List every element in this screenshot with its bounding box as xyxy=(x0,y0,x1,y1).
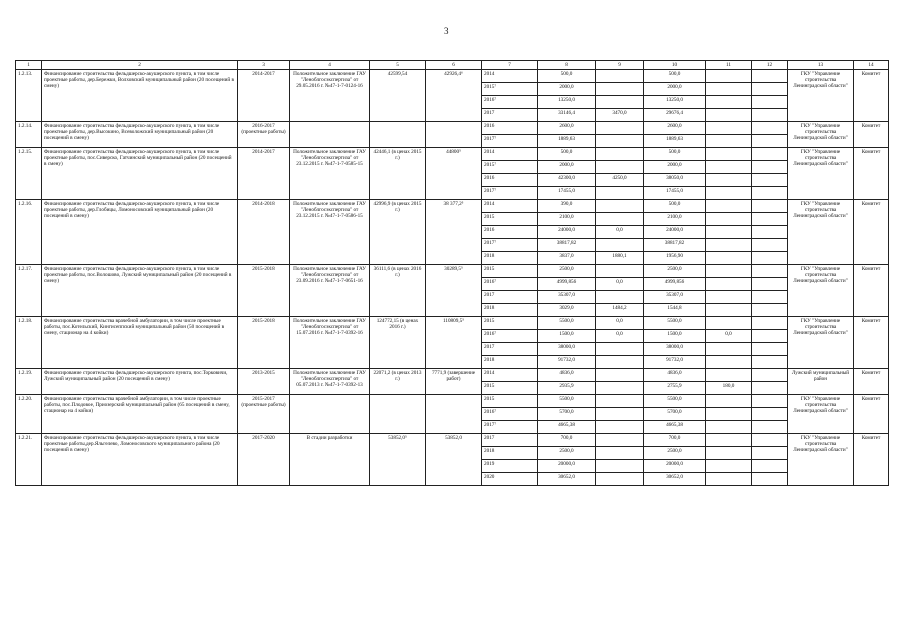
row-number: 1.2.21. xyxy=(16,434,42,486)
amount-other xyxy=(752,161,788,174)
amount-local xyxy=(706,161,752,174)
total-financing: 7771,9 (завершение работ) xyxy=(426,369,482,395)
column-number-6: 6 xyxy=(426,61,482,70)
estimated-cost xyxy=(370,395,426,434)
row-number: 1.2.19. xyxy=(16,369,42,395)
amount-local xyxy=(706,304,752,317)
column-number-4: 4 xyxy=(290,61,370,70)
amount-federal xyxy=(596,369,644,382)
year-cell: 2019 xyxy=(482,460,538,473)
column-number-row xyxy=(16,61,889,70)
total-financing xyxy=(426,395,482,434)
executor: ГКУ "Управление строительства Ленинградской области" xyxy=(788,317,854,369)
amount-local: 180,0 xyxy=(706,382,752,395)
amount-other xyxy=(752,226,788,239)
period: 2013-2015 xyxy=(238,369,290,395)
total-financing: 44800⁵ xyxy=(426,148,482,200)
executor: ГКУ "Управление строительства Ленинградской области" xyxy=(788,200,854,265)
year-cell: 2017 xyxy=(482,291,538,304)
amount-regional: 5700,0 xyxy=(644,408,706,421)
amount-federal xyxy=(596,96,644,109)
amount-local xyxy=(706,369,752,382)
total-financing xyxy=(426,122,482,148)
amount-other xyxy=(752,369,788,382)
table-row xyxy=(16,434,889,447)
amount-federal xyxy=(596,122,644,135)
amount-federal xyxy=(596,70,644,83)
amount-local: 0,0 xyxy=(706,330,752,343)
amount-local xyxy=(706,343,752,356)
table-row xyxy=(16,317,889,330)
amount-total: 2500,0 xyxy=(538,265,596,278)
amount-total: 2100,0 xyxy=(538,213,596,226)
amount-local xyxy=(706,135,752,148)
expertise-note: Положительное заключение ГАУ "Леноблгосэкспертиза" от 23.12.2015 г. №47-1-7-0586-15 xyxy=(290,200,370,265)
amount-total: 2000,0 xyxy=(538,83,596,96)
amount-federal: 1880,1 xyxy=(596,252,644,265)
project-description: Финансирование строительства фельдшерско-акушерского пункта, в том числе проектные работы, пос.Сиверско, Гатчинский муниципальный район (20 посещений в смену) xyxy=(42,148,238,200)
column-number-9: 9 xyxy=(596,61,644,70)
table-row xyxy=(16,122,889,135)
year-cell: 2016 xyxy=(482,122,538,135)
amount-other xyxy=(752,356,788,369)
period: 2015-2018 xyxy=(238,265,290,317)
amount-other xyxy=(752,421,788,434)
project-description: Финансирование строительства фельдшерско-акушерского пункта, в том числе проектные работы, пос.Волошово, Лужский муниципальный район (20 посещений в смену) xyxy=(42,265,238,317)
amount-federal: 0,0 xyxy=(596,226,644,239)
amount-local xyxy=(706,356,752,369)
column-number-12: 12 xyxy=(752,61,788,70)
amount-local xyxy=(706,421,752,434)
amount-regional: 2600,0 xyxy=(644,122,706,135)
period: 2016-2017 (проектные работы) xyxy=(238,122,290,148)
amount-total: 700,0 xyxy=(538,434,596,447)
page-number: 3 xyxy=(444,26,449,36)
amount-other xyxy=(752,304,788,317)
amount-federal xyxy=(596,421,644,434)
row-number: 1.2.16. xyxy=(16,200,42,265)
responsible-agent: Комитет xyxy=(854,317,889,369)
responsible-agent: Комитет xyxy=(854,434,889,486)
amount-regional: 2755,9 xyxy=(644,382,706,395)
period: 2017-2020 xyxy=(238,434,290,486)
amount-other xyxy=(752,122,788,135)
estimated-cost: 124772,15 (в ценах 2016 г.) xyxy=(370,317,426,369)
amount-local xyxy=(706,278,752,291)
amount-federal: 3470,0 xyxy=(596,109,644,122)
amount-regional: 4836,0 xyxy=(644,369,706,382)
amount-local xyxy=(706,96,752,109)
year-cell: 2016⁷ xyxy=(482,330,538,343)
amount-local xyxy=(706,434,752,447)
amount-regional: 2500,0 xyxy=(644,265,706,278)
amount-regional: 24000,0 xyxy=(644,226,706,239)
amount-federal xyxy=(596,265,644,278)
amount-federal: 0,0 xyxy=(596,317,644,330)
amount-local xyxy=(706,226,752,239)
amount-other xyxy=(752,83,788,96)
amount-federal xyxy=(596,473,644,486)
amount-federal: 0,0 xyxy=(596,330,644,343)
column-number-5: 5 xyxy=(370,61,426,70)
row-number: 1.2.20. xyxy=(16,395,42,434)
estimated-cost: 22071,2 (в ценах 2013 г.) xyxy=(370,369,426,395)
amount-local xyxy=(706,70,752,83)
amount-federal xyxy=(596,148,644,161)
year-cell: 2016 xyxy=(482,226,538,239)
amount-federal xyxy=(596,356,644,369)
expertise-note: Положительное заключение ГАУ "Леноблгосэкспертиза" от 05.07.2013 г. №47-1-7-0392-13 xyxy=(290,369,370,395)
amount-other xyxy=(752,434,788,447)
year-cell: 2018 xyxy=(482,356,538,369)
expertise-note: Положительное заключение ГАУ "Леноблгосэкспертиза" от 15.07.2016 г. №47-1-7-0392-16 xyxy=(290,317,370,369)
year-cell: 2015 xyxy=(482,395,538,408)
amount-regional: 5500,0 xyxy=(644,395,706,408)
amount-local xyxy=(706,395,752,408)
amount-regional: 4999,856 xyxy=(644,278,706,291)
estimated-cost: 42446,1 (в ценах 2015 г.) xyxy=(370,148,426,200)
table-row xyxy=(16,265,889,278)
estimated-cost: 42599,54 xyxy=(370,70,426,122)
estimated-cost: 42996,9 (в ценах 2015 г.) xyxy=(370,200,426,265)
amount-federal xyxy=(596,135,644,148)
amount-other xyxy=(752,473,788,486)
total-financing: 110809,5⁵ xyxy=(426,317,482,369)
amount-regional: 700,0 xyxy=(644,434,706,447)
executor: ГКУ "Управление строительства Ленинградской области" xyxy=(788,395,854,434)
column-number-3: 3 xyxy=(238,61,290,70)
expertise-note: Положительное заключение ГАУ "Леноблгосэкспертиза" от 29.05.2016 г. №47-1-7-0124-16 xyxy=(290,70,370,122)
amount-total: 30652,0 xyxy=(538,473,596,486)
amount-regional: 1544,8 xyxy=(644,304,706,317)
amount-other xyxy=(752,447,788,460)
year-cell: 2015 xyxy=(482,265,538,278)
amount-other xyxy=(752,148,788,161)
amount-other xyxy=(752,382,788,395)
amount-total: 42300,0 xyxy=(538,174,596,187)
amount-federal xyxy=(596,83,644,96)
year-cell: 2017⁷ xyxy=(482,187,538,200)
amount-local xyxy=(706,213,752,226)
amount-total: 5500,0 xyxy=(538,317,596,330)
expertise-note: В стадии разработки xyxy=(290,434,370,486)
total-financing: 38 377,2⁵ xyxy=(426,200,482,265)
amount-total: 33146,4 xyxy=(538,109,596,122)
period: 2014-2017 xyxy=(238,70,290,122)
amount-regional: 2000,0 xyxy=(644,161,706,174)
row-number: 1.2.14. xyxy=(16,122,42,148)
project-description: Финансирование строительства фельдшерско-акушерского пункта, в том числе проектные работы,дер.Яльгелево, Ломоносовского муниципального района (20 посещений в смену) xyxy=(42,434,238,486)
year-cell: 2014 xyxy=(482,369,538,382)
amount-total: 1889,63 xyxy=(538,135,596,148)
amount-federal xyxy=(596,447,644,460)
year-cell: 2015⁷ xyxy=(482,83,538,96)
row-number: 1.2.18. xyxy=(16,317,42,369)
amount-total: 20000,0 xyxy=(538,460,596,473)
expertise-note xyxy=(290,395,370,434)
amount-total: 390,0 xyxy=(538,200,596,213)
amount-total: 1500,0 xyxy=(538,330,596,343)
amount-regional: 20000,0 xyxy=(644,460,706,473)
executor: ГКУ "Управление строительства Ленинградской области" xyxy=(788,265,854,317)
amount-total: 5500,0 xyxy=(538,395,596,408)
year-cell: 2017 xyxy=(482,343,538,356)
amount-local xyxy=(706,148,752,161)
executor: ГКУ "Управление строительства Ленинградской области" xyxy=(788,70,854,122)
estimated-cost xyxy=(370,122,426,148)
year-cell: 2015 xyxy=(482,213,538,226)
amount-regional: 35307,0 xyxy=(644,291,706,304)
amount-total: 2500,0 xyxy=(538,447,596,460)
amount-local xyxy=(706,473,752,486)
year-cell: 2016⁷ xyxy=(482,408,538,421)
financing-table xyxy=(15,60,889,486)
project-description: Финансирование строительства врачебной амбулатории, в том числе проектные работы, пос.Котельский, Кингисеппский муниципальный район (50 посещений в смену, стационар на 4 койки) xyxy=(42,317,238,369)
amount-local xyxy=(706,109,752,122)
amount-regional: 5500,0 xyxy=(644,317,706,330)
amount-other xyxy=(752,395,788,408)
amount-federal xyxy=(596,213,644,226)
estimated-cost: 36111,6 (в ценах 2016 г.) xyxy=(370,265,426,317)
amount-local xyxy=(706,239,752,252)
year-cell: 2015 xyxy=(482,317,538,330)
amount-federal xyxy=(596,291,644,304)
amount-other xyxy=(752,343,788,356)
column-number-14: 14 xyxy=(854,61,889,70)
project-description: Финансирование строительства врачебной амбулатории, в том числе проектные работы, пос.Плодовое, Приозерский муниципальный район (65 посещений в смену, стационар на 4 койки) xyxy=(42,395,238,434)
amount-federal xyxy=(596,187,644,200)
amount-regional: 500,0 xyxy=(644,148,706,161)
column-number-2: 2 xyxy=(42,61,238,70)
responsible-agent: Комитет xyxy=(854,369,889,395)
amount-regional: 500,0 xyxy=(644,70,706,83)
total-financing: 42926,4⁶ xyxy=(426,70,482,122)
year-cell: 2018 xyxy=(482,447,538,460)
executor: ГКУ "Управление строительства Ленинградской области" xyxy=(788,434,854,486)
amount-other xyxy=(752,408,788,421)
expertise-note xyxy=(290,122,370,148)
year-cell: 2017 xyxy=(482,434,538,447)
amount-federal xyxy=(596,161,644,174)
row-number: 1.2.13. xyxy=(16,70,42,122)
executor: ГКУ "Управление строительства Ленинградской области" xyxy=(788,122,854,148)
amount-other xyxy=(752,460,788,473)
amount-total: 91732,0 xyxy=(538,356,596,369)
amount-local xyxy=(706,83,752,96)
amount-local xyxy=(706,174,752,187)
amount-regional: 13250,0 xyxy=(644,96,706,109)
amount-regional: 29676,4 xyxy=(644,109,706,122)
amount-other xyxy=(752,213,788,226)
amount-regional: 1889,63 xyxy=(644,135,706,148)
amount-federal xyxy=(596,408,644,421)
amount-other xyxy=(752,109,788,122)
year-cell: 2017⁷ xyxy=(482,421,538,434)
amount-local xyxy=(706,447,752,460)
amount-total: 35307,0 xyxy=(538,291,596,304)
column-number-7: 7 xyxy=(482,61,538,70)
project-description: Финансирование строительства фельдшерско-акушерского пункта, пос.Торковичи, Лужский муниципальный район (20 посещений в смену) xyxy=(42,369,238,395)
executor: ГКУ "Управление строительства Ленинградской области" xyxy=(788,148,854,200)
responsible-agent: Комитет xyxy=(854,395,889,434)
table-row xyxy=(16,395,889,408)
project-description: Финансирование строительства фельдшерско-акушерского пункта, в том числе проектные работы, дер.Высокино, Всеволожский муниципальный район (20 посещений в смену) xyxy=(42,122,238,148)
amount-regional: 2100,0 xyxy=(644,213,706,226)
amount-total: 3837,0 xyxy=(538,252,596,265)
responsible-agent: Комитет xyxy=(854,148,889,200)
amount-regional: 1956,90 xyxy=(644,252,706,265)
amount-regional: 500,0 xyxy=(644,200,706,213)
year-cell: 2014 xyxy=(482,148,538,161)
expertise-note: Положительное заключение ГАУ "Леноблгосэкспертиза" от 23.09.2016 г. №47-1-7-0651-16 xyxy=(290,265,370,317)
amount-other xyxy=(752,174,788,187)
amount-total: 13250,0 xyxy=(538,96,596,109)
year-cell: 2020 xyxy=(482,473,538,486)
responsible-agent: Комитет xyxy=(854,265,889,317)
row-number: 1.2.15. xyxy=(16,148,42,200)
amount-total: 38000,0 xyxy=(538,343,596,356)
amount-local xyxy=(706,187,752,200)
amount-total: 500,0 xyxy=(538,70,596,83)
amount-local xyxy=(706,317,752,330)
amount-regional: 1500,0 xyxy=(644,330,706,343)
amount-regional: 2000,0 xyxy=(644,83,706,96)
amount-other xyxy=(752,96,788,109)
year-cell: 2017⁷ xyxy=(482,135,538,148)
amount-total: 38817,82 xyxy=(538,239,596,252)
amount-federal xyxy=(596,239,644,252)
executor: Лужский муниципальный район xyxy=(788,369,854,395)
estimated-cost: 53852,0⁵ xyxy=(370,434,426,486)
year-cell: 2014 xyxy=(482,70,538,83)
table-header xyxy=(16,61,889,70)
amount-other xyxy=(752,330,788,343)
year-cell: 2017 xyxy=(482,109,538,122)
amount-other xyxy=(752,252,788,265)
amount-total: 4836,0 xyxy=(538,369,596,382)
table-body xyxy=(16,70,889,486)
amount-local xyxy=(706,265,752,278)
amount-regional: 38817,82 xyxy=(644,239,706,252)
year-cell: 2016⁷ xyxy=(482,96,538,109)
total-financing: 53852,0 xyxy=(426,434,482,486)
amount-federal xyxy=(596,395,644,408)
amount-other xyxy=(752,278,788,291)
amount-regional: 38000,0 xyxy=(644,343,706,356)
amount-other xyxy=(752,291,788,304)
row-number: 1.2.17. xyxy=(16,265,42,317)
amount-regional: 2500,0 xyxy=(644,447,706,460)
year-cell: 2015 xyxy=(482,382,538,395)
amount-local xyxy=(706,291,752,304)
amount-total: 17455,0 xyxy=(538,187,596,200)
column-number-10: 10 xyxy=(644,61,706,70)
amount-federal: 0,0 xyxy=(596,278,644,291)
project-description: Финансирование строительства фельдшерско-акушерского пункта, в том числе проектные работы, дер.Бережки, Волховский муниципальный район (20 посещений в смену) xyxy=(42,70,238,122)
amount-federal: 4250,0 xyxy=(596,174,644,187)
total-financing: 30289,5⁵ xyxy=(426,265,482,317)
amount-other xyxy=(752,265,788,278)
amount-federal xyxy=(596,382,644,395)
table-row xyxy=(16,369,889,382)
period: 2014-2017 xyxy=(238,148,290,200)
year-cell: 2018 xyxy=(482,304,538,317)
amount-total: 5700,0 xyxy=(538,408,596,421)
amount-total: 3029,0 xyxy=(538,304,596,317)
amount-regional: 91732,0 xyxy=(644,356,706,369)
amount-local xyxy=(706,252,752,265)
amount-federal xyxy=(596,343,644,356)
responsible-agent: Комитет xyxy=(854,122,889,148)
amount-local xyxy=(706,122,752,135)
amount-total: 2000,0 xyxy=(538,161,596,174)
amount-total: 500,0 xyxy=(538,148,596,161)
year-cell: 2018 xyxy=(482,252,538,265)
amount-federal xyxy=(596,434,644,447)
amount-federal xyxy=(596,200,644,213)
amount-other xyxy=(752,239,788,252)
period: 2015-2018 xyxy=(238,317,290,369)
amount-total: 24000,0 xyxy=(538,226,596,239)
amount-federal xyxy=(596,460,644,473)
year-cell: 2014 xyxy=(482,200,538,213)
period: 2015-2017 (проектные работы) xyxy=(238,395,290,434)
amount-local xyxy=(706,200,752,213)
year-cell: 2016⁷ xyxy=(482,278,538,291)
year-cell: 2016 xyxy=(482,174,538,187)
column-number-11: 11 xyxy=(706,61,752,70)
amount-local xyxy=(706,460,752,473)
amount-total: 2600,0 xyxy=(538,122,596,135)
column-number-13: 13 xyxy=(788,61,854,70)
table-row xyxy=(16,148,889,161)
amount-total: 4999,856 xyxy=(538,278,596,291)
amount-other xyxy=(752,187,788,200)
table-row xyxy=(16,70,889,83)
amount-other xyxy=(752,200,788,213)
amount-regional: 30652,0 xyxy=(644,473,706,486)
expertise-note: Положительное заключение ГАУ "Леноблгосэкспертиза" от 23.12.2015 г. №47-1-7-0585-15 xyxy=(290,148,370,200)
amount-total: 2935,9 xyxy=(538,382,596,395)
amount-local xyxy=(706,408,752,421)
responsible-agent: Комитет xyxy=(854,200,889,265)
amount-other xyxy=(752,70,788,83)
amount-total: 4665,38 xyxy=(538,421,596,434)
year-cell: 2017⁷ xyxy=(482,239,538,252)
amount-other xyxy=(752,135,788,148)
column-number-8: 8 xyxy=(538,61,596,70)
amount-regional: 4665,38 xyxy=(644,421,706,434)
period: 2014-2018 xyxy=(238,200,290,265)
amount-regional: 17455,0 xyxy=(644,187,706,200)
year-cell: 2015⁷ xyxy=(482,161,538,174)
amount-regional: 38050,0 xyxy=(644,174,706,187)
project-description: Финансирование строительства фельдшерско-акушерского пункта, в том числе проектные работы, дер.Глобицы, Ломоносовский муниципальный район (20 посещений в смену) xyxy=(42,200,238,265)
amount-other xyxy=(752,317,788,330)
column-number-1: 1 xyxy=(16,61,42,70)
amount-federal: 1484,2 xyxy=(596,304,644,317)
table-row xyxy=(16,200,889,213)
responsible-agent: Комитет xyxy=(854,70,889,122)
